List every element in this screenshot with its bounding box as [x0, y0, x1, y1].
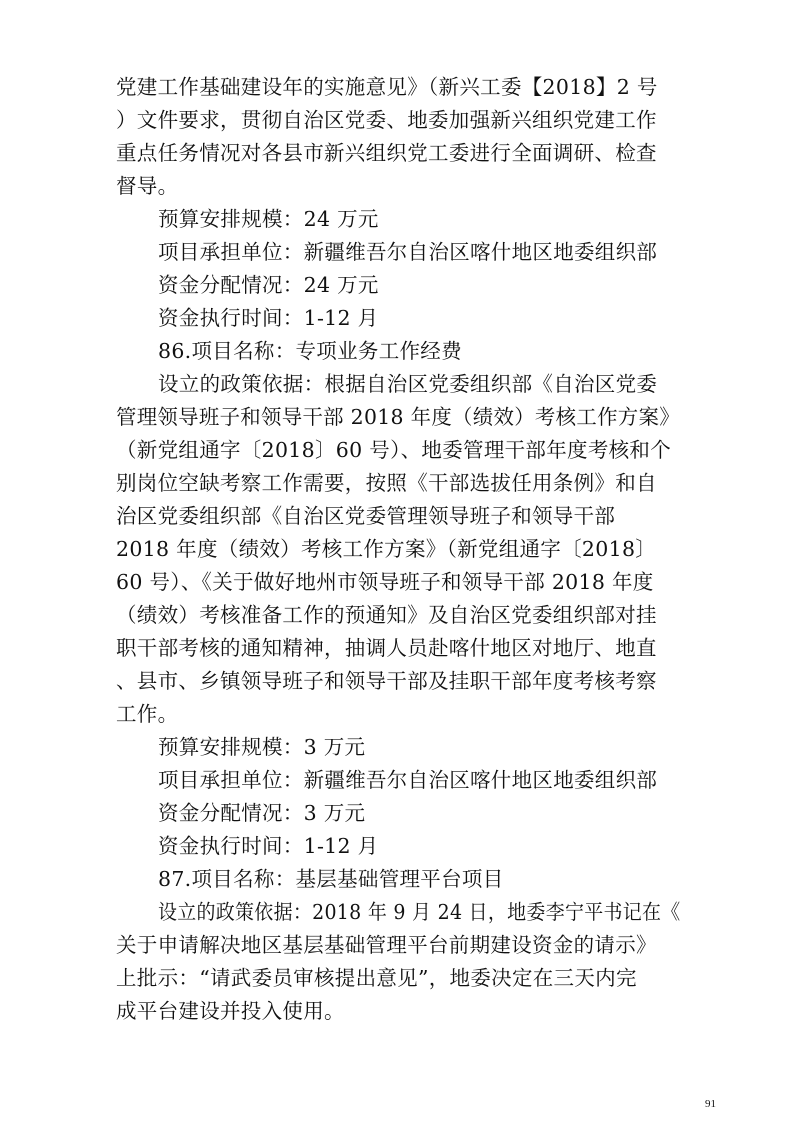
text-line: 成平台建设并投入使用。: [116, 999, 345, 1023]
text-line: 上批示：“请武委员审核提出意见”，地委决定在三天内完: [116, 966, 637, 990]
text-line: 管理领导班子和领导干部 2018 年度（绩效）考核工作方案》: [116, 405, 680, 429]
text-line: 重点任务情况对各县市新兴组织党工委进行全面调研、检查: [116, 141, 657, 165]
text-line: 、县市、乡镇领导班子和领导干部及挂职干部年度考核考察: [116, 669, 657, 693]
text-line: （绩效）考核准备工作的预通知》及自治区党委组织部对挂: [116, 603, 657, 627]
text-line: ）文件要求，贯彻自治区党委、地委加强新兴组织党建工作: [116, 108, 657, 132]
text-line: 资金分配情况：3 万元: [158, 801, 366, 825]
text-line: 资金执行时间：1-12 月: [158, 306, 379, 330]
text-line: 督导。: [116, 174, 179, 198]
text-line: 职干部考核的通知精神，抽调人员赴喀什地区对地厅、地直: [116, 636, 657, 660]
text-line: 资金执行时间：1-12 月: [158, 834, 379, 858]
text-line: 设立的政策依据：2018 年 9 月 24 日，地委李宁平书记在《: [158, 900, 681, 924]
text-line: 别岗位空缺考察工作需要，按照《干部选拔任用条例》和自: [116, 471, 657, 495]
text-line: 设立的政策依据：根据自治区党委组织部《自治区党委: [158, 372, 658, 396]
text-line: 资金分配情况：24 万元: [158, 273, 379, 297]
text-line: 工作。: [116, 702, 179, 726]
page-number: 91: [705, 1098, 716, 1110]
text-line: 项目承担单位：新疆维吾尔自治区喀什地区地委组织部: [158, 768, 658, 792]
section-heading: 87.项目名称：基层基础管理平台项目: [158, 867, 504, 891]
text-line: （新党组通字〔2018〕60 号）、地委管理干部年度考核和个: [116, 438, 672, 462]
text-line: 60 号）、《关于做好地州市领导班子和领导干部 2018 年度: [116, 570, 654, 594]
text-line: 治区党委组织部《自治区党委管理领导班子和领导干部: [116, 504, 616, 528]
section-heading: 86.项目名称：专项业务工作经费: [158, 339, 462, 363]
text-line: 预算安排规模：3 万元: [158, 735, 366, 759]
text-line: 项目承担单位：新疆维吾尔自治区喀什地区地委组织部: [158, 240, 658, 264]
text-line: 关于申请解决地区基层基础管理平台前期建设资金的请示》: [116, 933, 657, 957]
text-line: 预算安排规模：24 万元: [158, 207, 379, 231]
text-line: 2018 年度（绩效）考核工作方案》（新党组通字〔2018〕: [116, 537, 657, 561]
text-line: 党建工作基础建设年的实施意见》（新兴工委【2018】2 号: [116, 75, 658, 99]
